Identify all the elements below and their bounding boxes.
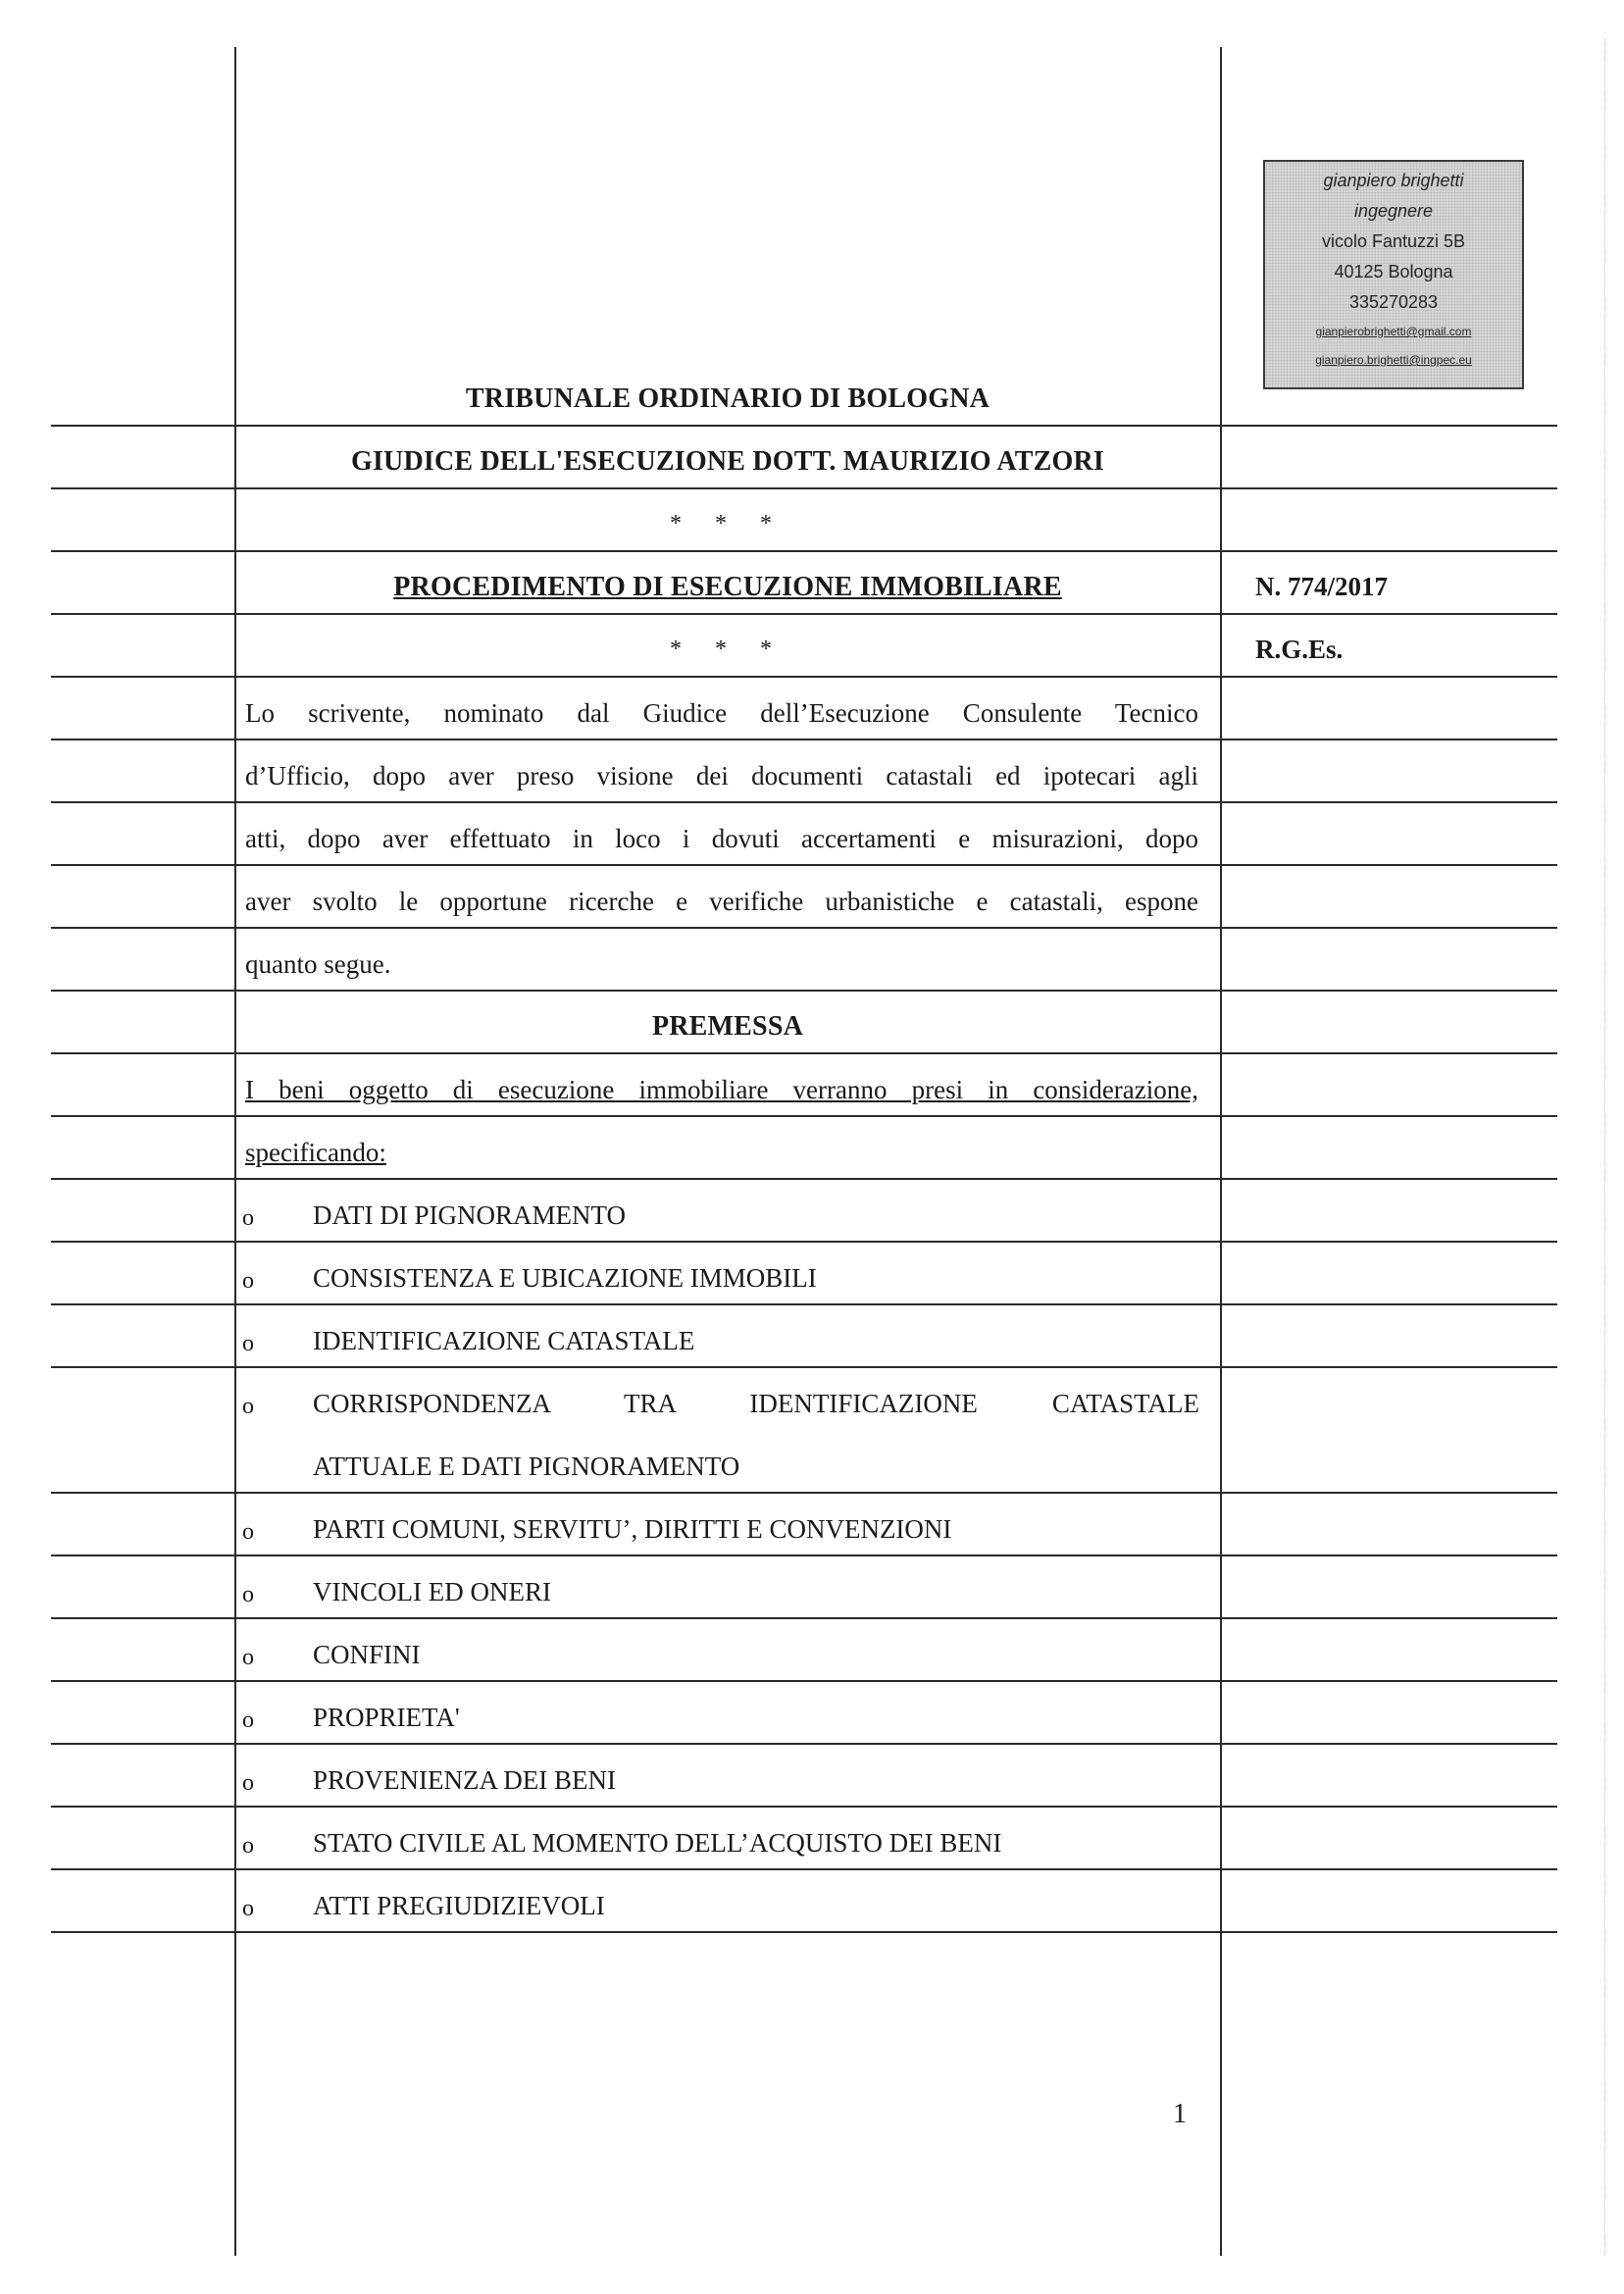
intro-line: Lo scrivente, nominato dal Giudice dell’Esecuzione Consulente Tecnico	[245, 698, 1198, 728]
list-item: VINCOLI ED ONERI	[313, 1577, 551, 1606]
rule-line	[51, 1743, 1557, 1745]
premessa-line: I beni oggetto di esecuzione immobiliare verranno presi in considerazione,	[245, 1075, 1198, 1104]
list-bullet: o	[242, 1708, 254, 1733]
rule-line	[51, 1366, 1557, 1368]
rule-line	[51, 613, 1557, 615]
list-bullet: o	[242, 1645, 254, 1670]
rule-line	[51, 1931, 1557, 1933]
stamp-title: ingegnere	[1353, 201, 1434, 221]
rule-line	[51, 676, 1557, 678]
engineer-stamp	[1263, 160, 1524, 389]
intro-line: atti, dopo aver effettuato in loco i dovuti accertamenti e misurazioni, dopo	[245, 824, 1198, 853]
list-item: CORRISPONDENZA TRA IDENTIFICAZIONE CATASTALE	[313, 1389, 1199, 1418]
stamp-street: vicolo Fantuzzi 5B	[1321, 231, 1466, 251]
list-bullet: o	[242, 1331, 254, 1356]
separator-stars: * * *	[670, 511, 786, 536]
stamp-pec: gianpiero.brighetti@ingpec.eu	[1315, 353, 1472, 367]
list-item: IDENTIFICAZIONE CATASTALE	[313, 1326, 695, 1355]
premessa-heading: PREMESSA	[651, 1011, 804, 1042]
list-item: PARTI COMUNI, SERVITU’, DIRITTI E CONVENZIONI	[313, 1514, 952, 1544]
rule-line	[51, 927, 1557, 929]
court-title: TRIBUNALE ORDINARIO DI BOLOGNA	[465, 383, 990, 414]
list-bullet: o	[242, 1896, 254, 1921]
rule-line	[51, 801, 1557, 803]
rule-line	[51, 990, 1557, 992]
list-item: ATTUALE E DATI PIGNORAMENTO	[313, 1452, 740, 1481]
premessa-line: specificando:	[245, 1138, 386, 1167]
list-bullet: o	[242, 1519, 254, 1545]
stamp-phone: 335270283	[1348, 292, 1439, 312]
rule-line	[51, 1868, 1557, 1870]
list-bullet: o	[242, 1582, 254, 1607]
rule-line	[51, 1115, 1557, 1117]
rule-line	[51, 550, 1557, 552]
scan-edge	[1604, 39, 1606, 2256]
rule-line	[51, 1052, 1557, 1054]
list-item: CONFINI	[313, 1640, 421, 1669]
rule-line	[51, 1303, 1557, 1305]
stamp-email: gianpierobrighetti@gmail.com	[1315, 325, 1472, 338]
rule-line	[51, 425, 1557, 427]
rule-line	[51, 1806, 1557, 1808]
rule-line	[51, 739, 1557, 740]
right-margin-line	[1220, 47, 1222, 2256]
judge-title: GIUDICE DELL'ESECUZIONE DOTT. MAURIZIO ATZORI	[350, 446, 1104, 477]
list-bullet: o	[242, 1394, 254, 1419]
rule-line	[51, 487, 1557, 489]
procedure-title: PROCEDIMENTO DI ESECUZIONE IMMOBILIARE	[393, 572, 1062, 602]
separator-stars: * * *	[670, 637, 786, 662]
rule-line	[51, 1680, 1557, 1682]
rule-line	[51, 1617, 1557, 1619]
rule-line	[51, 1555, 1557, 1556]
list-item: PROPRIETA'	[313, 1703, 460, 1732]
rule-line	[51, 864, 1557, 866]
list-bullet: o	[242, 1205, 254, 1231]
stamp-city: 40125 Bologna	[1334, 262, 1453, 281]
intro-line: quanto segue.	[245, 949, 391, 979]
stamp-name: gianpiero brighetti	[1323, 171, 1464, 190]
list-item: PROVENIENZA DEI BENI	[313, 1765, 616, 1795]
intro-line: aver svolto le opportune ricerche e verifiche urbanistiche e catastali, espone	[245, 887, 1198, 916]
list-item: CONSISTENZA E UBICAZIONE IMMOBILI	[313, 1263, 817, 1293]
page-number: 1	[1173, 2099, 1187, 2129]
registry-label: R.G.Es.	[1255, 635, 1344, 664]
list-bullet: o	[242, 1833, 254, 1859]
list-bullet: o	[242, 1770, 254, 1796]
list-item: DATI DI PIGNORAMENTO	[313, 1200, 626, 1230]
left-margin-line	[234, 47, 236, 2256]
intro-line: d’Ufficio, dopo aver preso visione dei documenti catastali ed ipotecari agli	[245, 761, 1198, 790]
rule-line	[51, 1492, 1557, 1494]
rule-line	[51, 1241, 1557, 1243]
list-item: ATTI PREGIUDIZIEVOLI	[313, 1891, 605, 1920]
list-bullet: o	[242, 1268, 254, 1294]
rule-line	[51, 1178, 1557, 1180]
list-item: STATO CIVILE AL MOMENTO DELL’ACQUISTO DEI BENI	[313, 1828, 1002, 1858]
case-number: N. 774/2017	[1255, 572, 1388, 601]
